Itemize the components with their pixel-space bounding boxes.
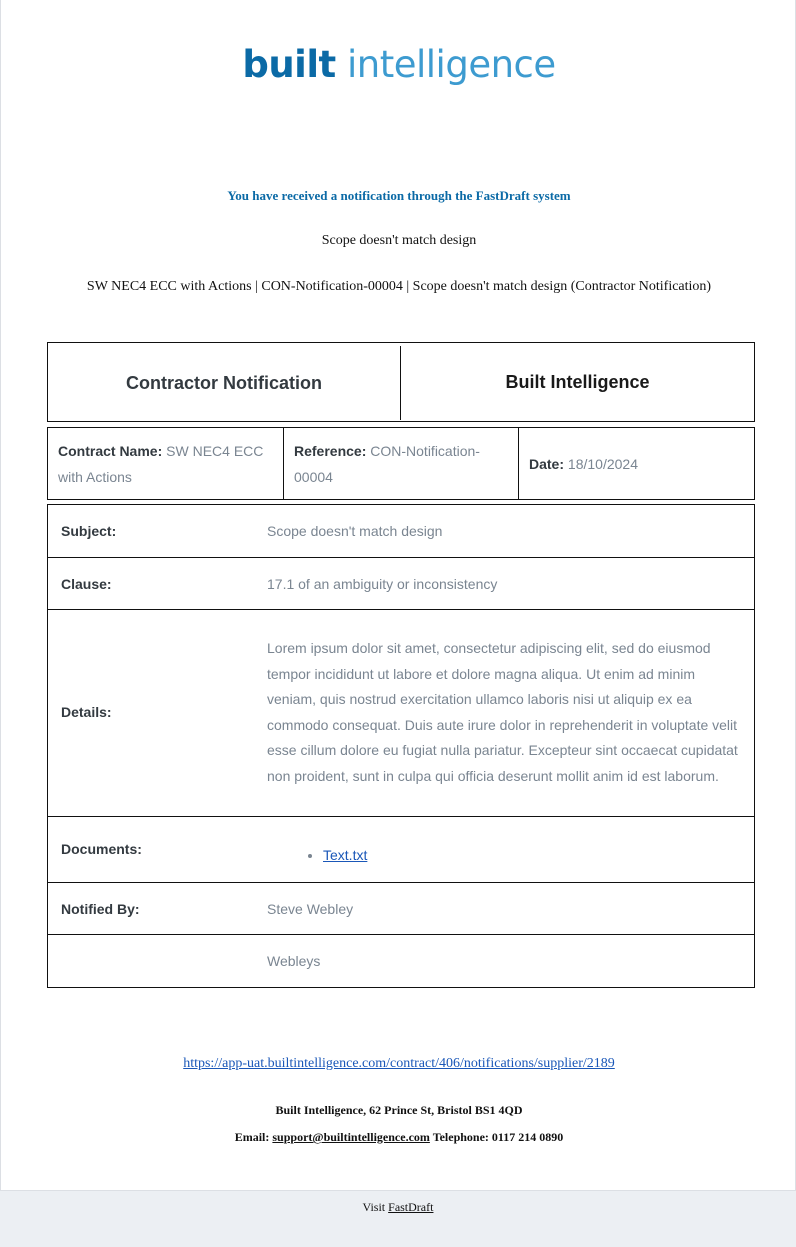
meta-box [47, 427, 755, 500]
documents-label: Documents: [61, 841, 142, 857]
details-table [47, 504, 755, 988]
reference-label: Reference: [294, 442, 367, 459]
notification-url-link[interactable]: https://app-uat.builtintelligence.com/contract/406/notifications/supplier/2189 [183, 1056, 615, 1071]
email-reference-line: SW NEC4 ECC with Actions | CON-Notification-00004 | Scope doesn't match design (Contractor Notification) [86, 279, 712, 294]
logo-part-intelligence: intelligence [347, 43, 556, 86]
contract-name-cell [48, 428, 284, 499]
date-cell [519, 428, 754, 499]
documents-row [48, 817, 754, 883]
clause-row [48, 558, 754, 610]
support-email-link[interactable]: support@builtintelligence.com [272, 1130, 430, 1144]
telephone-value: 0117 214 0890 [491, 1130, 564, 1144]
documents-list-wrap [323, 847, 740, 863]
notification-headline: You have received a notification through the FastDraft system [227, 188, 571, 203]
built-intelligence-logo [1, 42, 796, 88]
subject-value: Scope doesn't match design [267, 523, 443, 539]
company-address: Built Intelligence, 62 Prince St, Bristol BS1 4QD [275, 1103, 523, 1117]
telephone-label: Telephone: [432, 1130, 489, 1144]
contract-name-label: Contract Name: [58, 442, 163, 459]
visit-footer [0, 1200, 796, 1215]
notification-type-title: Contractor Notification [48, 346, 401, 420]
clause-label: Clause: [61, 576, 112, 592]
date-label: Date: [529, 455, 565, 472]
documents-list [323, 847, 740, 863]
subject-row [48, 505, 754, 558]
company-value: Webleys [267, 953, 321, 969]
document-link-text-txt[interactable]: Text.txt [323, 847, 368, 863]
reference-cell [284, 428, 519, 499]
details-value: Lorem ipsum dolor sit amet, consectetur adipiscing elit, sed do eiusmod tempor incididunt ut labore et dolore magna aliqua. Ut enim ad minim veniam, quis nostrud exercitation ullamco laboris nisi ut aliquip ex ea commodo consequat. Duis aute irure dolor in reprehenderit in voluptate velit esse cillum dolore eu fugiat nulla pariatur. Excepteur sint occaecat cupidatat non proident, sunt in culpa qui officia deserunt mollit anim id est laborum. [267, 640, 738, 784]
company-row [48, 935, 754, 987]
contract-name-value: SW NEC4 ECC with Actions [58, 442, 264, 485]
logo-part-built: built [242, 43, 336, 86]
notification-url-line [1, 1056, 796, 1072]
notified-by-row [48, 883, 754, 935]
notified-by-value: Steve Webley [267, 901, 354, 917]
reference-value: CON-Notification-00004 [294, 442, 480, 485]
company-title: Built Intelligence [505, 371, 650, 392]
details-label: Details: [61, 704, 112, 720]
title-box [47, 342, 755, 422]
subject-label: Subject: [61, 523, 117, 539]
clause-value: 17.1 of an ambiguity or inconsistency [267, 576, 498, 592]
document-item [323, 847, 740, 863]
details-row [48, 610, 754, 817]
visit-text: Visit [362, 1200, 386, 1214]
email-label: Email: [234, 1130, 270, 1144]
email-subject-line: Scope doesn't match design [321, 233, 477, 248]
contact-line [1, 1130, 796, 1145]
date-value: 18/10/2024 [567, 455, 638, 472]
fastdraft-link[interactable]: FastDraft [388, 1200, 434, 1214]
notified-by-label: Notified By: [61, 901, 140, 917]
